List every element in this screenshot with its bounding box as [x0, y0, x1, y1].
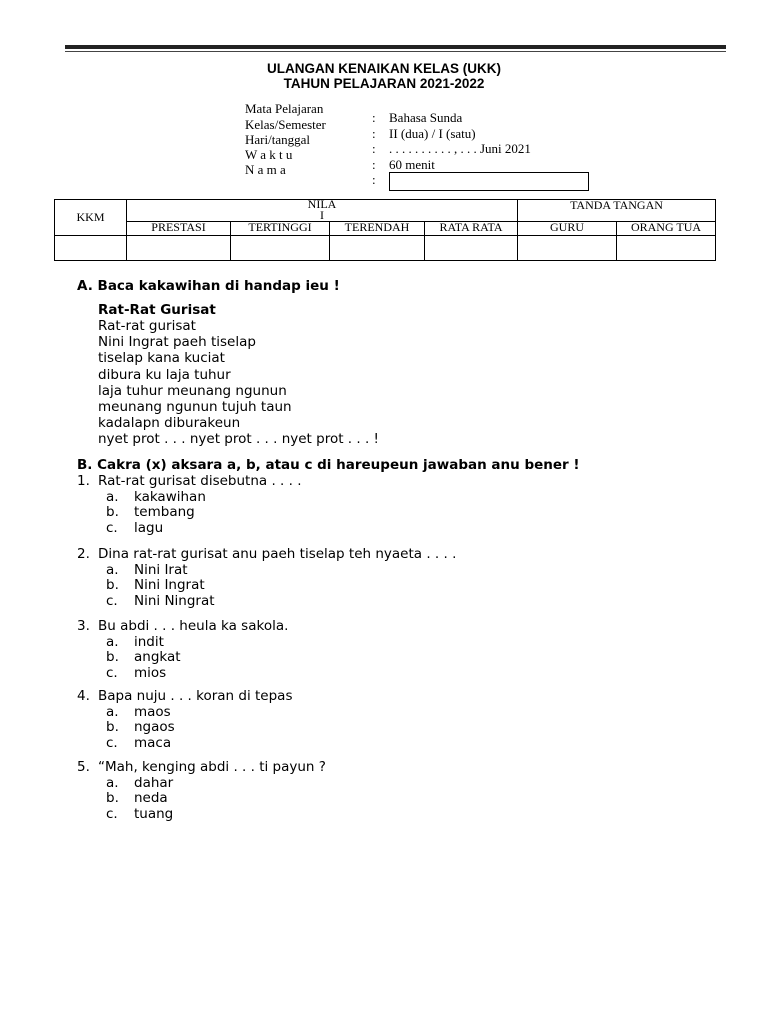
- colon: :: [372, 110, 376, 125]
- poem-title: Rat-Rat Gurisat: [98, 302, 216, 318]
- option-text[interactable]: neda: [134, 790, 168, 806]
- question-text: Bu abdi . . . heula ka sakola.: [98, 618, 289, 634]
- question-number: 5.: [77, 759, 90, 775]
- date-label: Hari/tanggal: [245, 132, 310, 147]
- option-text[interactable]: Nini Ningrat: [134, 592, 215, 609]
- section-a-heading: A. Baca kakawihan di handap ieu !: [77, 278, 340, 294]
- orang-tua-signature-cell[interactable]: [617, 236, 716, 261]
- option-text[interactable]: maos: [134, 703, 171, 720]
- option-letter[interactable]: c.: [106, 519, 118, 536]
- score-table: [54, 199, 716, 261]
- question-text: Dina rat-rat gurisat anu paeh tiselap teh nyaeta . . . .: [98, 546, 457, 562]
- subject-value: Bahasa Sunda: [389, 110, 463, 125]
- nilai-header-line2: I: [320, 208, 324, 222]
- prestasi-cell[interactable]: [127, 236, 231, 261]
- option-text[interactable]: tembang: [134, 504, 195, 520]
- option-letter[interactable]: c.: [106, 592, 118, 609]
- guru-header: GURU: [518, 222, 617, 236]
- option-letter[interactable]: b.: [106, 504, 119, 520]
- poem-line: laja tuhur meunang ngunun: [98, 382, 287, 399]
- rata-rata-header: RATA RATA: [425, 222, 518, 236]
- name-field[interactable]: [389, 172, 589, 191]
- poem-line: Nini Ingrat paeh tiselap: [98, 334, 256, 351]
- option-letter[interactable]: a.: [106, 488, 119, 505]
- time-label: W a k t u: [245, 147, 293, 162]
- option-text[interactable]: Nini Irat: [134, 561, 188, 578]
- poem-line: kadalapn diburakeun: [98, 415, 241, 432]
- option-letter[interactable]: c.: [106, 805, 118, 822]
- option-text[interactable]: indit: [134, 633, 164, 650]
- name-label: N a m a: [245, 162, 286, 177]
- terendah-header: TERENDAH: [330, 222, 425, 236]
- option-text[interactable]: angkat: [134, 649, 181, 665]
- option-text[interactable]: tuang: [134, 805, 174, 822]
- option-text[interactable]: Nini Ingrat: [134, 577, 205, 593]
- question-text: Bapa nuju . . . koran di tepas: [98, 688, 293, 704]
- colon: :: [372, 141, 376, 156]
- orang-tua-header: ORANG TUA: [617, 222, 716, 236]
- time-value: 60 menit: [389, 157, 435, 172]
- poem-line: meunang ngunun tujuh taun: [98, 399, 292, 415]
- option-letter[interactable]: b.: [106, 790, 119, 806]
- option-text[interactable]: dahar: [134, 774, 174, 791]
- option-text[interactable]: ngaos: [134, 719, 175, 735]
- colon: :: [372, 172, 376, 187]
- option-text[interactable]: maca: [134, 734, 172, 751]
- option-text[interactable]: mios: [134, 664, 167, 681]
- option-letter[interactable]: b.: [106, 719, 119, 735]
- poem-line: tiselap kana kuciat: [98, 350, 225, 367]
- option-text[interactable]: lagu: [134, 519, 164, 536]
- option-letter[interactable]: a.: [106, 703, 119, 720]
- section-b-heading: B. Cakra (x) aksara a, b, atau c di hareupeun jawaban anu bener !: [77, 457, 580, 473]
- option-letter[interactable]: a.: [106, 633, 119, 650]
- option-letter[interactable]: c.: [106, 664, 118, 681]
- option-letter[interactable]: a.: [106, 561, 119, 578]
- exam-meta: [0, 0, 768, 200]
- class-value: II (dua) / I (satu): [389, 126, 476, 141]
- rata-rata-cell[interactable]: [425, 236, 518, 261]
- poem-line: nyet prot . . . nyet prot . . . nyet prot . . . !: [98, 431, 379, 448]
- poem-line: Rat-rat gurisat: [98, 318, 196, 334]
- option-letter[interactable]: b.: [106, 577, 119, 593]
- question-text: Rat-rat gurisat disebutna . . . .: [98, 473, 302, 489]
- subject-label: Mata Pelajaran: [245, 101, 324, 116]
- kkm-header: KKM: [55, 200, 127, 236]
- date-value: . . . . . . . . . . , . . . Juni 2021: [389, 141, 531, 156]
- question-text: “Mah, kenging abdi . . . ti payun ?: [98, 759, 326, 775]
- guru-signature-cell[interactable]: [518, 236, 617, 261]
- nilai-header-line1: NILA: [307, 197, 337, 211]
- question-number: 3.: [77, 618, 90, 634]
- prestasi-header: PRESTASI: [127, 222, 231, 236]
- question-number: 4.: [77, 688, 90, 704]
- colon: :: [372, 126, 376, 141]
- colon: :: [372, 157, 376, 172]
- kkm-cell[interactable]: [55, 236, 127, 261]
- signature-header: TANDA TANGAN: [518, 200, 716, 222]
- question-number: 2.: [77, 546, 90, 562]
- option-letter[interactable]: b.: [106, 649, 119, 665]
- tertinggi-cell[interactable]: [231, 236, 330, 261]
- option-text[interactable]: kakawihan: [134, 488, 206, 505]
- question-number: 1.: [77, 473, 90, 489]
- terendah-cell[interactable]: [330, 236, 425, 261]
- option-letter[interactable]: c.: [106, 734, 118, 751]
- class-label: Kelas/Semester: [245, 117, 326, 132]
- exam-title: ULANGAN KENAIKAN KELAS (UKK): [267, 61, 501, 76]
- tertinggi-header: TERTINGGI: [231, 222, 330, 236]
- nilai-header: [127, 197, 518, 222]
- option-letter[interactable]: a.: [106, 774, 119, 791]
- poem-line: dibura ku laja tuhur: [98, 366, 231, 383]
- exam-year: TAHUN PELAJARAN 2021-2022: [283, 76, 485, 91]
